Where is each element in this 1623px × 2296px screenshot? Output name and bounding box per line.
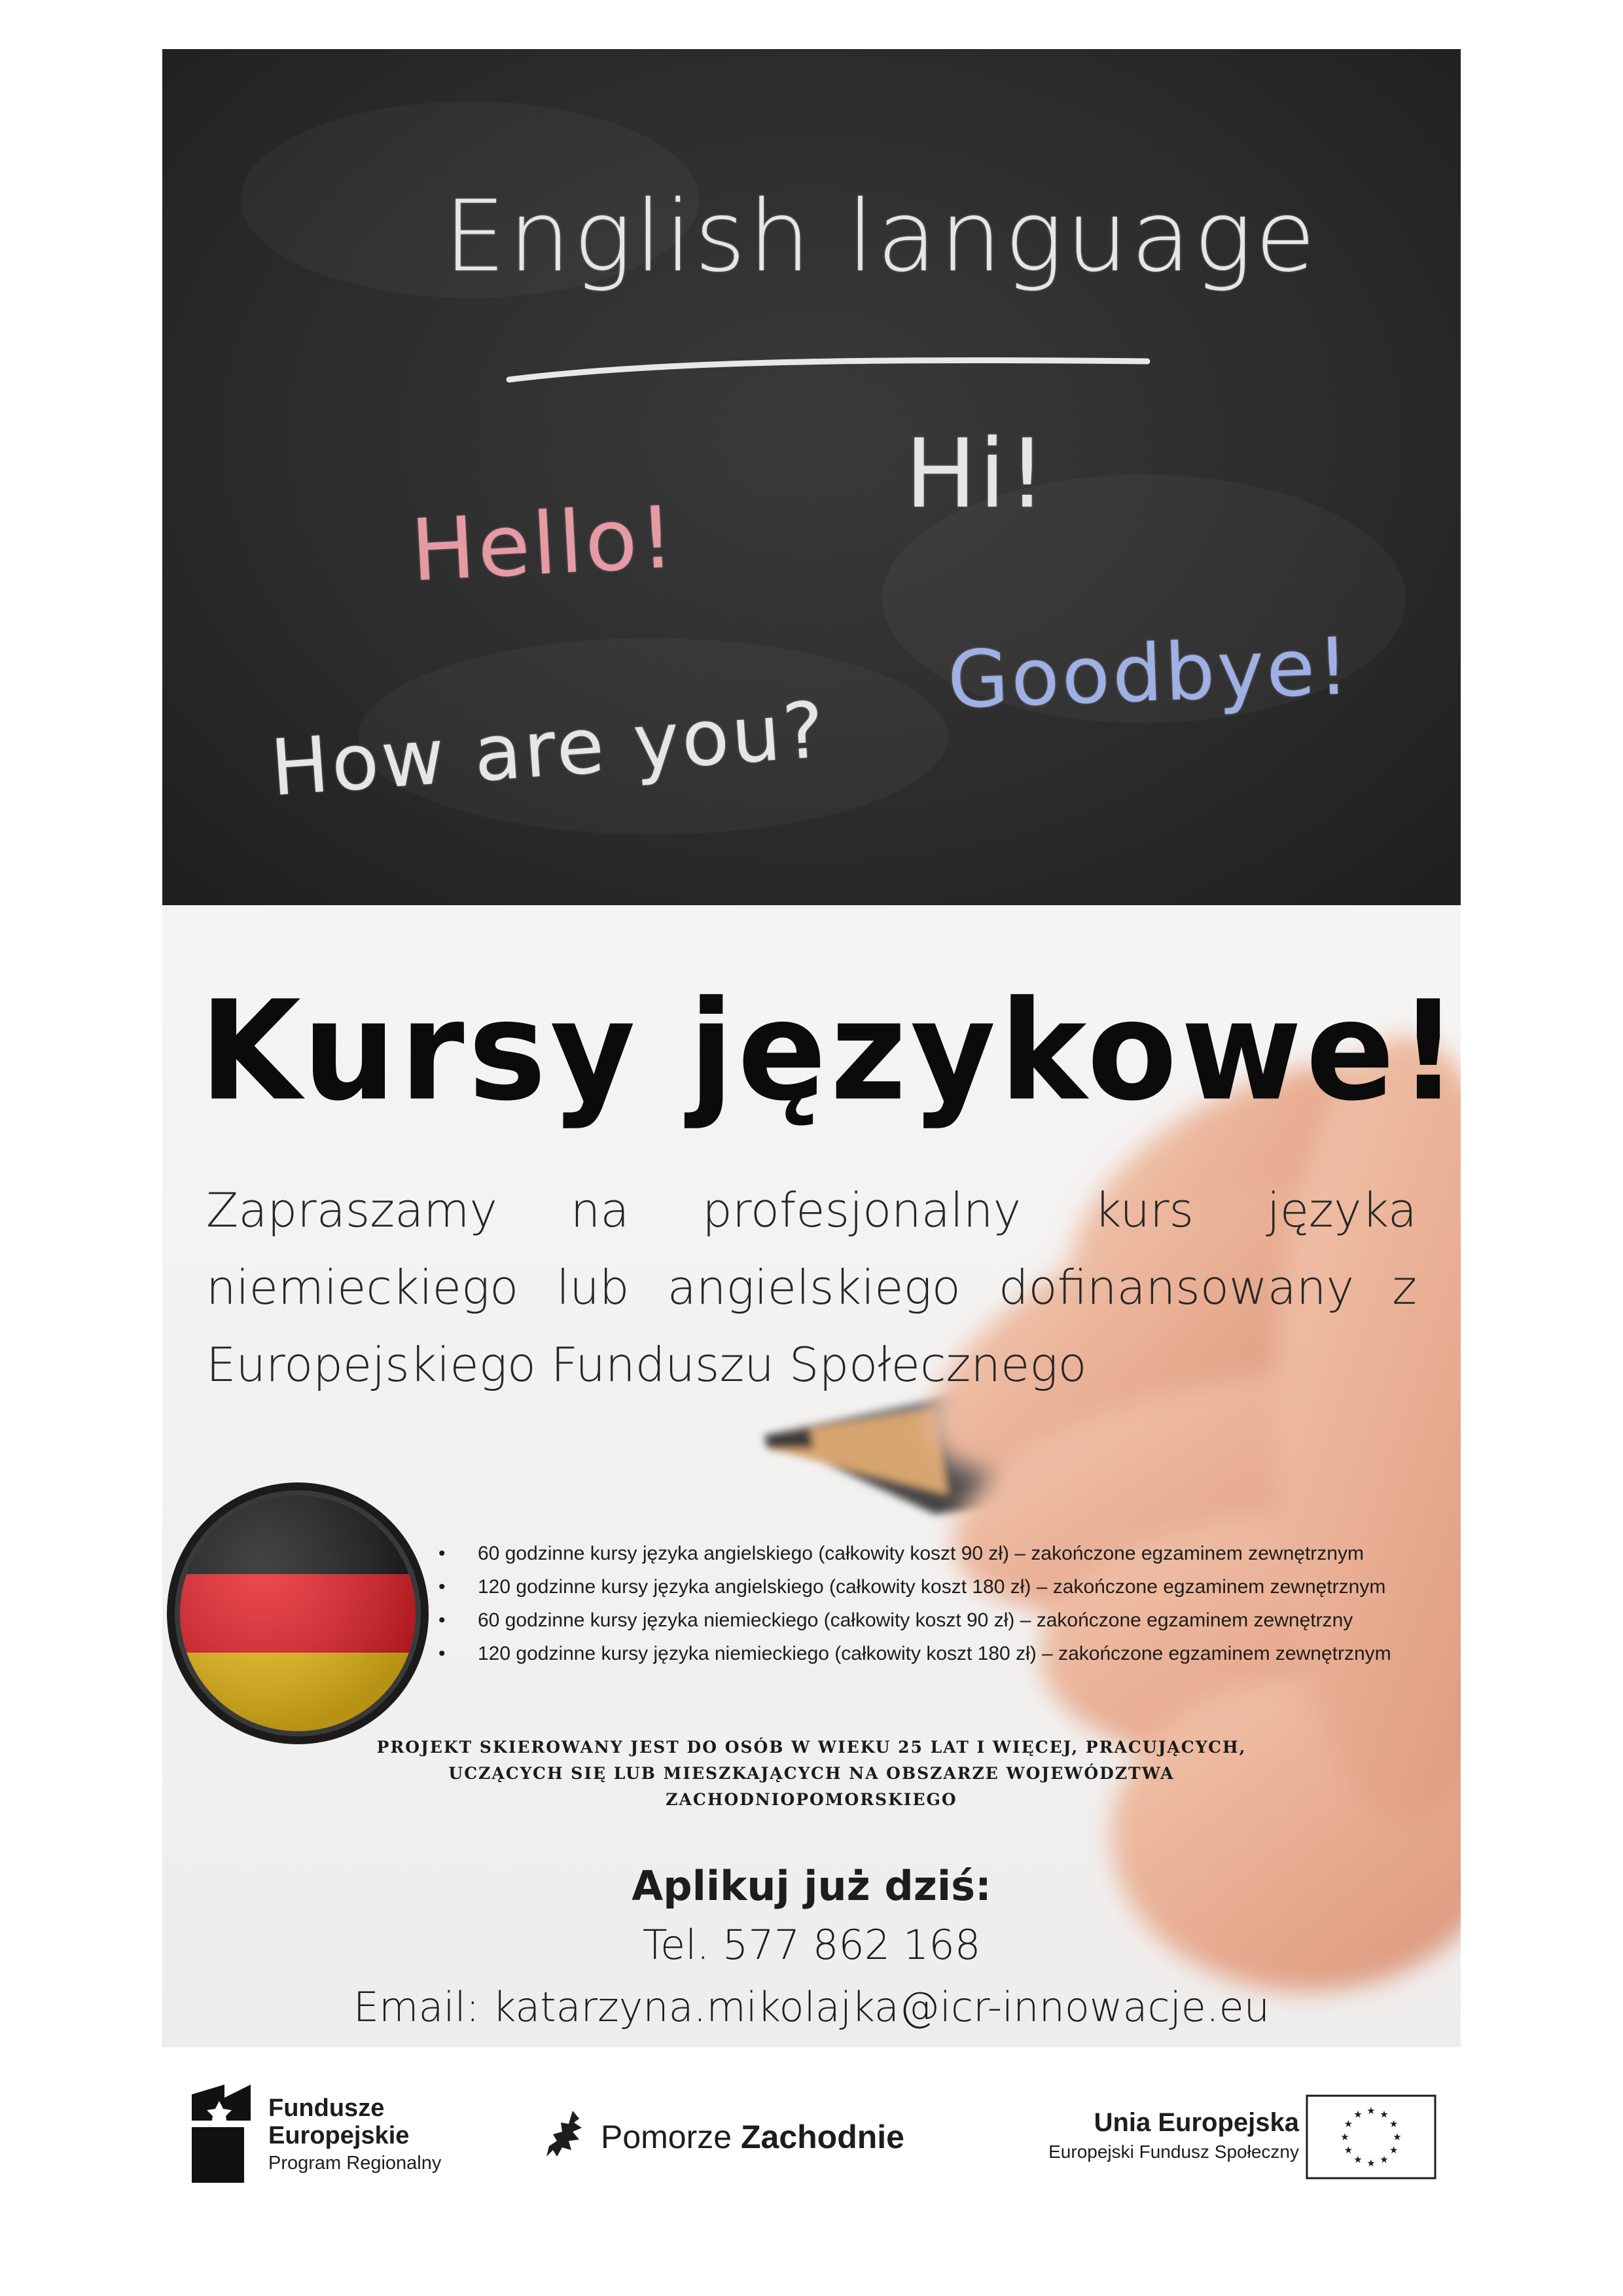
chalk-hi: Hi! xyxy=(905,419,1049,529)
chalk-hello: Hello! xyxy=(408,487,679,601)
fe-line2: Europejskie xyxy=(268,2122,410,2149)
fundusze-europejskie-logo xyxy=(268,2094,441,2177)
chalk-title: English language xyxy=(444,180,1319,294)
ue-line1: Unia Europejska xyxy=(1094,2108,1299,2137)
eu-star-icon: ★ xyxy=(1366,2157,1376,2169)
eu-star-icon: ★ xyxy=(1340,2131,1349,2143)
pomorze-griffin-icon xyxy=(543,2108,592,2166)
headline: Kursy językowe! xyxy=(200,971,1463,1132)
fe-line3: Program Regionalny xyxy=(268,2153,442,2174)
eu-star-icon: ★ xyxy=(1389,2118,1399,2130)
eu-star-icon: ★ xyxy=(1353,2153,1363,2166)
phone-number: Tel. 577 862 168 xyxy=(642,1921,981,1969)
eu-star-icon: ★ xyxy=(1380,2108,1389,2121)
eu-star-icon: ★ xyxy=(1353,2108,1363,2121)
pz-regular: Pomorze xyxy=(601,2119,741,2155)
course-list xyxy=(438,1537,1391,1670)
eu-star-icon: ★ xyxy=(1344,2118,1353,2130)
eu-star-icon: ★ xyxy=(1344,2144,1353,2156)
course-item: • 60 godzinne kursy języka angielskiego (całkowity koszt 90 zł) – zakończone egzaminem zewnętrznym xyxy=(438,1537,1391,1570)
eu-flag-icon xyxy=(1306,2094,1436,2179)
eu-star-icon: ★ xyxy=(1393,2131,1402,2143)
project-note: PROJEKT SKIEROWANY JEST DO OSÓB W WIEKU 25 LAT I WIĘCEJ, PRACUJĄCYCH, UCZĄCYCH SIĘ LUB MIESZKAJĄCYCH NA OBSZARZE WOJEWÓDZTWA ZACHODNIOPOMORSKIEGO xyxy=(376,1738,1247,1809)
ue-line2: Europejski Fundusz Społeczny xyxy=(1048,2142,1299,2162)
pomorze-zachodnie-logo xyxy=(601,2118,904,2156)
chalk-goodbye: Goodbye! xyxy=(946,621,1353,726)
fe-line1: Fundusze xyxy=(268,2094,385,2122)
chalk-how-are-you: How are you? xyxy=(268,684,830,814)
course-item: • 120 godzinne kursy języka niemieckiego (całkowity koszt 180 zł) – zakończone egzaminem zewnętrznym xyxy=(438,1637,1391,1670)
eu-star-icon: ★ xyxy=(1389,2144,1399,2156)
eu-star-icon: ★ xyxy=(1366,2105,1376,2117)
email-address: Email: katarzyna.mikolajka@icr-innowacje.eu xyxy=(353,1983,1270,2031)
eu-star-icon: ★ xyxy=(1380,2153,1389,2166)
intro-paragraph: Zapraszamy na profesjonalny kurs języka niemieckiego lub angielskiego dofinansowany z Europejskiego Funduszu Społecznego xyxy=(206,1183,1417,1392)
germany-flag-icon xyxy=(160,1476,435,1751)
fundusze-europejskie-logo-icon xyxy=(185,2081,257,2186)
apply-title: Aplikuj już dziś: xyxy=(632,1862,991,1910)
pz-bold: Zachodnie xyxy=(740,2119,904,2155)
hand xyxy=(890,1010,1461,1992)
chalkboard-photo xyxy=(162,49,1461,905)
course-item: • 60 godzinne kursy języka niemieckiego (całkowity koszt 90 zł) – zakończone egzaminem zewnętrzny xyxy=(438,1604,1391,1637)
unia-europejska-logo xyxy=(1011,2106,1299,2165)
chalk-underline xyxy=(503,347,1157,393)
course-item: • 120 godzinne kursy języka angielskiego (całkowity koszt 180 zł) – zakończone egzaminem zewnętrznym xyxy=(438,1570,1391,1604)
